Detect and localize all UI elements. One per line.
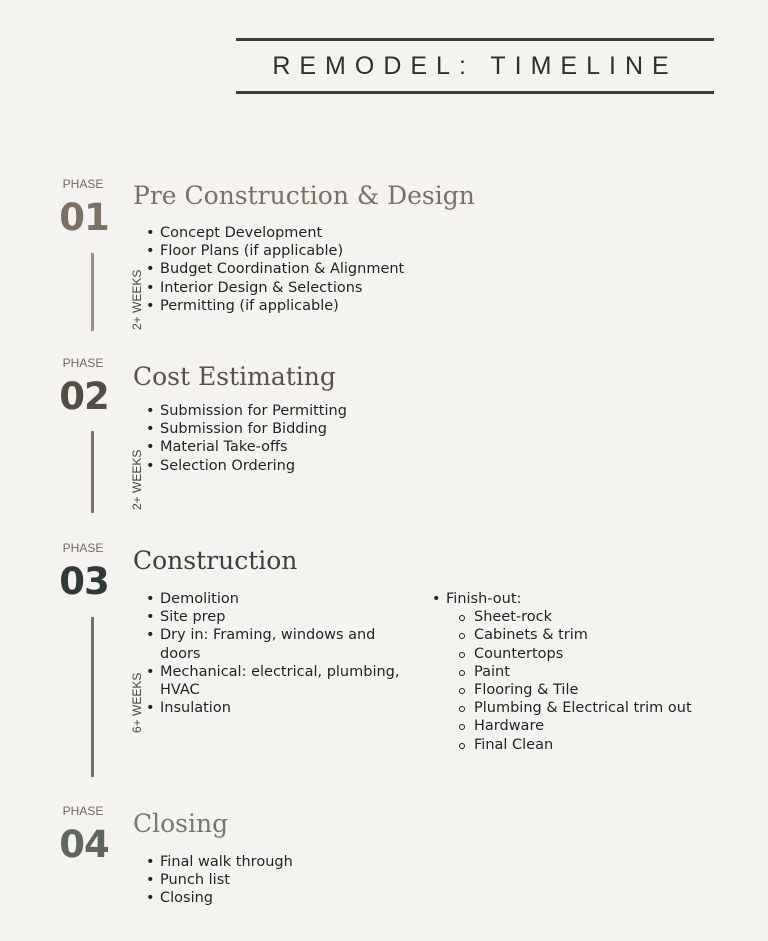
phase-title: Pre Construction & Design xyxy=(133,181,475,210)
list-item: • Concept Development xyxy=(134,224,404,242)
list-item: • Submission for Bidding xyxy=(134,420,347,438)
finish-out-sublist xyxy=(446,608,692,754)
phase-divider xyxy=(91,617,94,777)
sub-list-item: Countertops xyxy=(446,645,692,663)
list-item: • Finish-out: Sheet-rock Cabinets & trim Countertops Paint Flooring & Tile Plumbing & Electrical trim out Hardware Final Clean xyxy=(420,590,692,754)
phase-label: PHASE xyxy=(62,356,104,370)
list-item: • Demolition xyxy=(134,590,399,608)
list-item: • Interior Design & Selections xyxy=(134,279,404,297)
list-item: • Submission for Permitting xyxy=(134,402,347,420)
list-item: • Budget Coordination & Alignment xyxy=(134,260,404,278)
page-title-text: REMODEL: TIMELINE xyxy=(272,51,678,80)
phase-item-list xyxy=(134,402,347,475)
finish-out-list xyxy=(420,590,692,754)
page-title xyxy=(236,38,714,94)
phase-title: Construction xyxy=(133,546,298,575)
phase-item-list xyxy=(134,853,293,908)
sub-list-item: Paint xyxy=(446,663,692,681)
list-item: • Material Take-offs xyxy=(134,438,347,456)
phase-label: PHASE xyxy=(62,804,104,818)
list-item: • Dry in: Framing, windows and doors xyxy=(134,626,399,662)
list-item: • Mechanical: electrical, plumbing, HVAC xyxy=(134,663,399,699)
phase-divider xyxy=(91,253,94,331)
list-item: • Floor Plans (if applicable) xyxy=(134,242,404,260)
sub-list-item: Hardware xyxy=(446,717,692,735)
phase-title: Closing xyxy=(133,809,229,838)
sub-list-item: Plumbing & Electrical trim out xyxy=(446,699,692,717)
phase-title: Cost Estimating xyxy=(133,362,336,391)
list-item: • Insulation xyxy=(134,699,399,717)
phase-label: PHASE xyxy=(62,177,104,191)
phase-label: PHASE xyxy=(62,541,104,555)
phase-number: 01 xyxy=(59,196,109,239)
list-item: • Site prep xyxy=(134,608,399,626)
sub-list-item: Flooring & Tile xyxy=(446,681,692,699)
sub-list-item: Sheet-rock xyxy=(446,608,692,626)
list-item: • Closing xyxy=(134,889,293,907)
list-item: • Punch list xyxy=(134,871,293,889)
phase-number: 02 xyxy=(59,375,109,418)
phase-item-list xyxy=(134,224,404,315)
list-item: • Selection Ordering xyxy=(134,457,347,475)
phase-number: 04 xyxy=(59,823,109,866)
list-item: • Final walk through xyxy=(134,853,293,871)
phase-item-list xyxy=(134,590,399,717)
sub-list-item: Cabinets & trim xyxy=(446,626,692,644)
sub-list-item: Final Clean xyxy=(446,736,692,754)
list-item: • Permitting (if applicable) xyxy=(134,297,404,315)
phase-divider xyxy=(91,431,94,513)
phase-number: 03 xyxy=(59,560,109,603)
